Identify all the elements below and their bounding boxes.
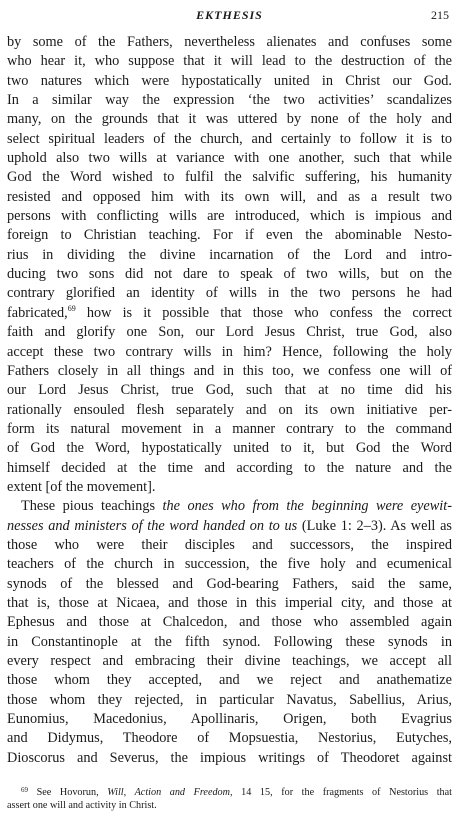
text-line: accept these two contrary wills in him? Hence, following the holy xyxy=(7,343,452,360)
text-line: persons with conflicting wills are introduced, which is impious and xyxy=(7,208,452,225)
text-line: that is, those at Nicaea, and those in this imperial city, and those at xyxy=(7,594,452,611)
text-line: who hear it, who suppose that it will lead to the destruction of the xyxy=(7,53,452,70)
text-line: ducing two sons did not dare to speak of two wills, but on the xyxy=(7,266,452,283)
footnote-marker: 69 xyxy=(21,786,28,794)
text-line: and Didymus, Theodore of Mopsuestia, Nestorius, Eutyches, xyxy=(7,730,452,747)
text-line: those whom they accepted, and we reject and anathematize xyxy=(7,672,452,689)
text-line: resisted and opposed him with its own will, and as a result two xyxy=(7,188,452,205)
text-line: faith and glorify one Son, our Lord Jesus Christ, true God, also xyxy=(7,324,452,341)
running-head xyxy=(0,8,459,26)
text-line: God the Word wished to fulfil the salvific suffering, his humanity xyxy=(7,169,452,186)
text-line: In a similar way the expression ‘the two activities’ scandalizes xyxy=(7,92,452,109)
text-line: Fathers closely in all things and in this too, we confess one will of xyxy=(7,362,452,379)
scripture-quote: the ones who from the beginning were eyewit- xyxy=(162,498,452,515)
body-text xyxy=(7,33,452,768)
scripture-quote: nesses and ministers of the word handed on to us xyxy=(7,517,298,534)
text-line: many, on the grounds that it was uttered by none of the holy and xyxy=(7,111,452,128)
text-segment: (Luke 1: 2–3). As well as xyxy=(297,517,452,534)
running-title: EKTHESIS xyxy=(196,8,263,22)
text-segment: fabricated, xyxy=(7,304,68,321)
text-line: those who were their disciples and successors, the inspired xyxy=(7,536,452,553)
text-line: contrary glorified an identity of wills in the two persons he had xyxy=(7,285,452,302)
footnote-line: assert one will and activity in Christ. xyxy=(7,800,157,811)
text-line: our Lord Jesus Christ, true God, such that at no time did his xyxy=(7,382,452,399)
footnote xyxy=(7,784,452,812)
text-line: foreign to Christian teaching. For if even the abominable Nesto- xyxy=(7,227,452,244)
footnote-line xyxy=(7,784,452,799)
text-line xyxy=(7,497,452,516)
footnote-text: 14 15, for the fragments of Nestorius that xyxy=(232,787,452,798)
text-line: those whom they rejected, in particular Navatus, Sabellius, Arius, xyxy=(7,691,452,708)
text-line xyxy=(7,304,452,323)
footnote-reference[interactable]: 69 xyxy=(67,303,76,313)
text-segment: how is it possible that those who confess the correct xyxy=(75,304,452,321)
text-line: two natures which were hypostatically united in Christ our God. xyxy=(7,72,452,89)
text-line: extent [of the movement]. xyxy=(7,478,156,495)
text-segment: These pious teachings xyxy=(21,498,163,515)
text-line xyxy=(7,517,452,536)
text-line: rius in dividing the divine incarnation of the Lord and intro- xyxy=(7,246,452,263)
page-number: 215 xyxy=(431,8,449,22)
text-line: teachers of the church in succession, the five holy and ecumenical xyxy=(7,556,452,573)
text-line: form its natural movement in a manner contrary to the command xyxy=(7,420,452,437)
text-line: Ephesus and those at Chalcedon, and those who assembled again xyxy=(7,614,452,631)
text-line: of God the Word, hypostatically united to it, but God the Word xyxy=(7,440,452,457)
text-line: uphold also two wills at variance with one another, such that while xyxy=(7,150,452,167)
footnote-cited-title: Will, Action and Freedom, xyxy=(107,787,233,798)
footnote-text: See Hovorun, xyxy=(28,787,108,798)
text-line: synods of the blessed and God-bearing Fathers, said the same, xyxy=(7,575,452,592)
text-line: rationally ensouled flesh separately and on its own initiative per- xyxy=(7,401,452,418)
text-line: in Constantinople at the fifth synod. Following these synods in xyxy=(7,633,452,650)
text-line: Dioscorus and Severus, the impious writings of Theodoret against xyxy=(7,749,452,766)
text-line: select spiritual leaders of the church, and certainly to follow it is to xyxy=(7,130,452,147)
text-line: by some of the Fathers, nevertheless alienates and confuses some xyxy=(7,34,452,50)
text-line: Eunomius, Macedonius, Apollinaris, Origen, both Evagrius xyxy=(7,711,452,728)
text-line: himself decided at the time and according to the nature and the xyxy=(7,459,452,476)
text-line: every respect and embracing their divine teachings, we accept all xyxy=(7,653,452,669)
